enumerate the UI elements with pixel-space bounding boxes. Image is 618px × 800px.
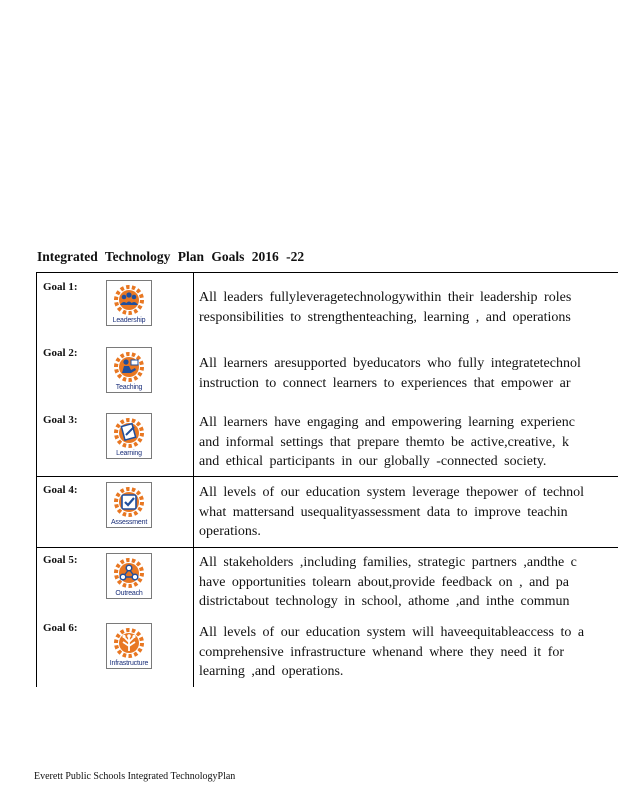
goal-5-label: Goal 5:	[43, 554, 78, 566]
goal-3-description	[199, 413, 618, 472]
row-divider	[36, 547, 618, 548]
goal-4-label: Goal 4:	[43, 484, 78, 496]
goal-1-description	[199, 288, 618, 327]
description-line: responsibilities to strengthenteaching, learning , and operations	[199, 309, 571, 325]
infrastructure-badge	[106, 623, 152, 669]
table-left-border	[36, 272, 37, 687]
badge-label: Outreach	[115, 590, 143, 597]
description-line: All stakeholders ,including families, strategic partners ,andthe c	[199, 555, 577, 570]
badge-label: Leadership	[112, 317, 146, 324]
description-line: All levels of our education system leverage thepower of technol	[199, 485, 585, 500]
row-divider	[36, 476, 618, 477]
description-line: All leaders fullyleveragetechnologywithin their leadership roles	[199, 290, 572, 305]
description-line: what mattersand usequalityassessment data to improve teachin	[199, 504, 568, 520]
description-line: comprehensive infrastructure whenand where they need it for	[199, 644, 565, 660]
assessment-badge	[106, 482, 152, 528]
document-title: Integrated Technology Plan Goals 2016 -22	[37, 249, 305, 264]
description-line: have opportunities tolearn about,provide feedback on , and pa	[199, 574, 569, 590]
description-line: districtabout technology in school, athome ,and inthe commun	[199, 594, 570, 609]
badge-label: Teaching	[115, 384, 143, 391]
teaching-badge	[106, 347, 152, 393]
description-line: operations.	[199, 524, 261, 539]
goal-2-description	[199, 354, 618, 393]
goal-6-description	[199, 623, 618, 682]
badge-label: Learning	[116, 450, 142, 457]
goals-table	[36, 272, 618, 687]
badge-label: Assessment	[110, 519, 148, 526]
description-line: All learners aresupported byeducators who fully integratetechnol	[199, 356, 581, 371]
outreach-badge	[106, 553, 152, 599]
description-line: and informal settings that prepare themto be active,creative, k	[199, 434, 569, 450]
description-line: and ethical participants in our globally -connected society.	[199, 454, 547, 469]
badge-label: Infrastructure	[109, 660, 149, 667]
page-footer: Everett Public Schools Integrated TechnologyPlan	[34, 771, 236, 782]
table-top-border	[36, 272, 618, 273]
goal-6-label: Goal 6:	[43, 622, 78, 634]
goal-3-label: Goal 3:	[43, 414, 78, 426]
leadership-badge	[106, 280, 152, 326]
goal-5-description	[199, 553, 618, 612]
goal-2-label: Goal 2:	[43, 347, 78, 359]
goal-1-label: Goal 1:	[43, 281, 78, 293]
description-line: learning ,and operations.	[199, 664, 344, 679]
description-line: All learners have engaging and empowering learning experienc	[199, 415, 575, 430]
table-column-divider	[193, 272, 194, 687]
goal-4-description	[199, 483, 618, 542]
description-line: All levels of our education system will haveequitableaccess to a	[199, 625, 585, 640]
learning-badge	[106, 413, 152, 459]
description-line: instruction to connect learners to experiences that empower ar	[199, 375, 571, 391]
